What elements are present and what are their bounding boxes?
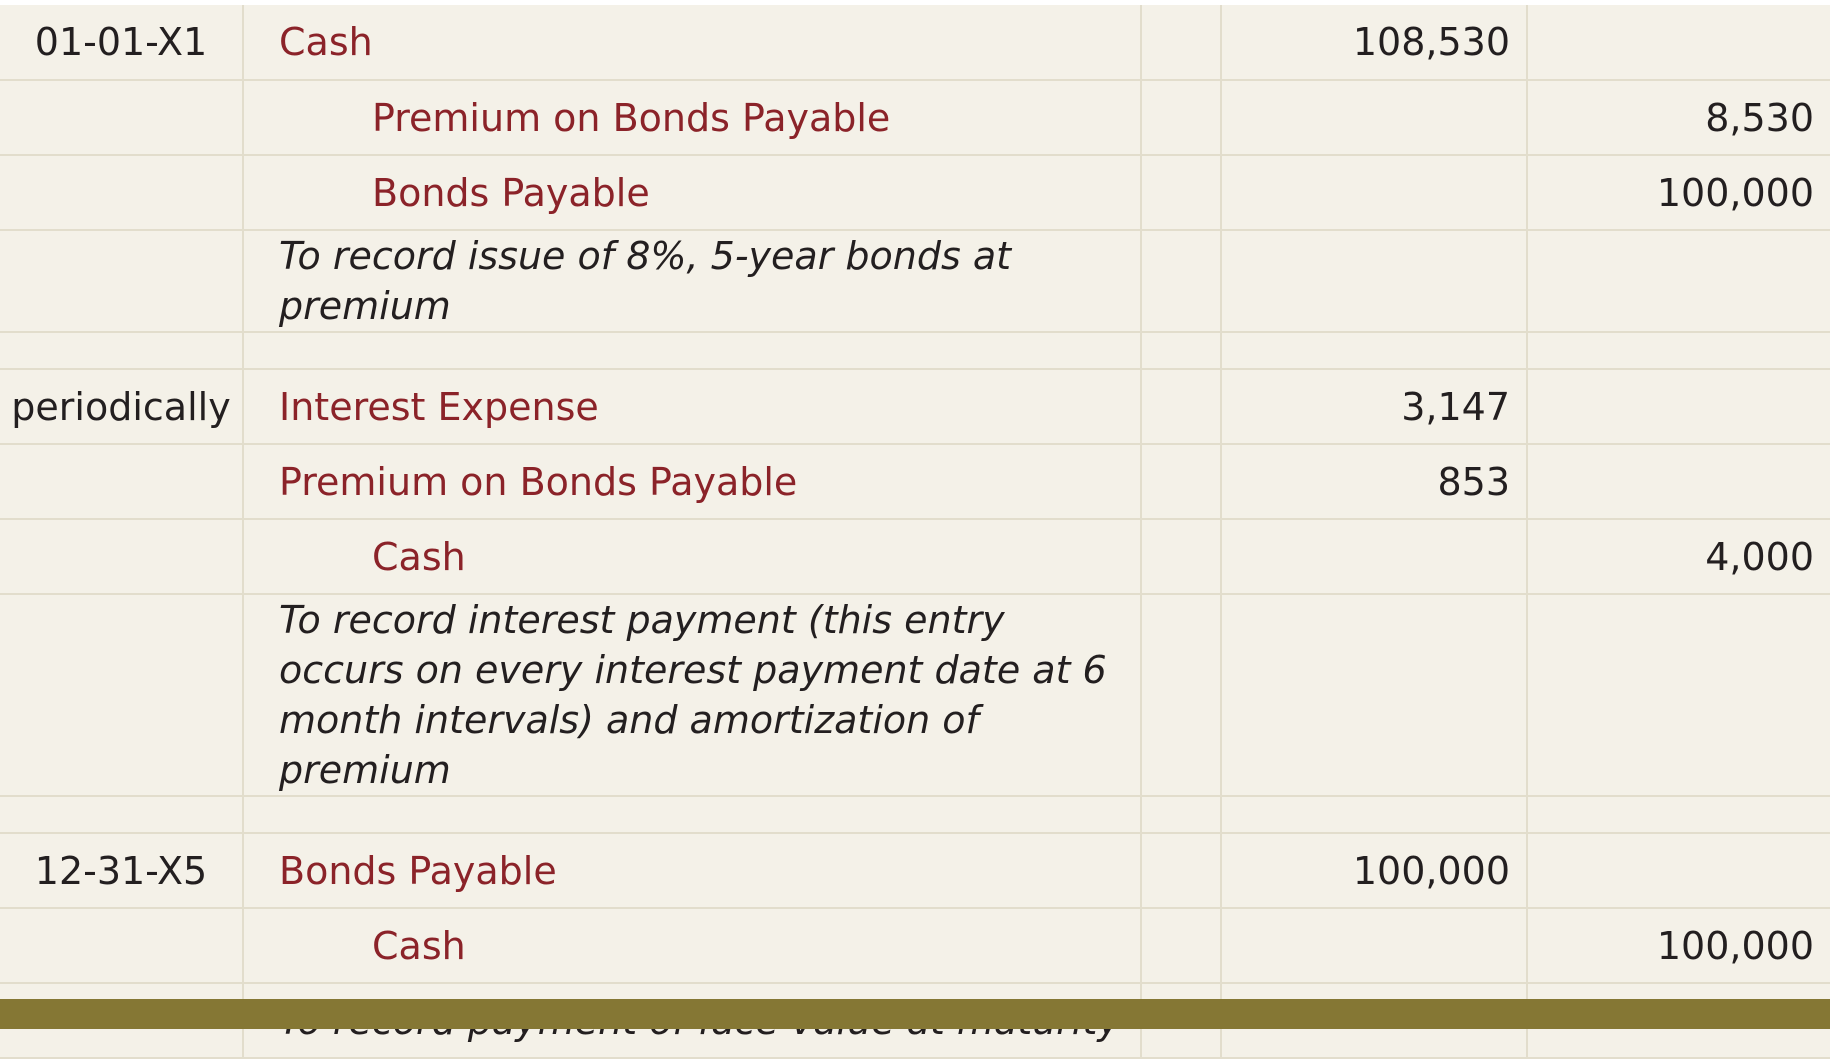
debit-account: Cash: [243, 5, 1141, 80]
debit-account: Interest Expense: [243, 369, 1141, 444]
debit-amount: [1221, 594, 1527, 796]
bottom-accent-bar: [0, 999, 1830, 1029]
ref-cell: [1141, 833, 1221, 908]
journal-row: [0, 369, 1830, 444]
debit-amount: 108,530: [1221, 5, 1527, 80]
credit-amount: [1527, 230, 1830, 332]
credit-account: Cash: [243, 908, 1141, 983]
entry-date: [0, 519, 243, 594]
spacer-cell: [243, 796, 1141, 833]
entry-date: periodically: [0, 369, 243, 444]
spacer-cell: [1527, 796, 1830, 833]
credit-amount: [1527, 369, 1830, 444]
journal-row: [0, 594, 1830, 796]
spacer-cell: [1141, 796, 1221, 833]
ref-cell: [1141, 230, 1221, 332]
entry-date: [0, 80, 243, 155]
entry-date: [0, 155, 243, 230]
credit-amount: 4,000: [1527, 519, 1830, 594]
debit-amount: [1221, 908, 1527, 983]
spacer-cell: [0, 796, 243, 833]
ref-cell: [1141, 369, 1221, 444]
debit-amount: [1221, 155, 1527, 230]
ref-cell: [1141, 5, 1221, 80]
entry-memo: To record issue of 8%, 5-year bonds at premium: [243, 230, 1141, 332]
credit-amount: 8,530: [1527, 80, 1830, 155]
journal-row: [0, 230, 1830, 332]
ref-cell: [1141, 908, 1221, 983]
entry-date: [0, 444, 243, 519]
spacer-cell: [1221, 332, 1527, 369]
entry-date: 12-31-X5: [0, 833, 243, 908]
spacer-cell: [1141, 332, 1221, 369]
spacer-row: [0, 796, 1830, 833]
entry-date: [0, 908, 243, 983]
journal-table: [0, 5, 1830, 1059]
journal-row: [0, 80, 1830, 155]
spacer-cell: [1527, 332, 1830, 369]
spacer-cell: [243, 332, 1141, 369]
credit-amount: 100,000: [1527, 155, 1830, 230]
credit-amount: 100,000: [1527, 908, 1830, 983]
spacer-row: [0, 332, 1830, 369]
debit-amount: [1221, 80, 1527, 155]
entry-memo: To record interest payment (this entry occurs on every interest payment date at 6 month intervals) and amortization of premium: [243, 594, 1141, 796]
journal-row: [0, 519, 1830, 594]
credit-account: Cash: [243, 519, 1141, 594]
credit-account: Bonds Payable: [243, 155, 1141, 230]
credit-amount: [1527, 5, 1830, 80]
debit-amount: [1221, 230, 1527, 332]
debit-account: Bonds Payable: [243, 833, 1141, 908]
debit-amount: 853: [1221, 444, 1527, 519]
entry-date: 01-01-X1: [0, 5, 243, 80]
credit-account: Premium on Bonds Payable: [243, 80, 1141, 155]
debit-amount: 3,147: [1221, 369, 1527, 444]
debit-amount: [1221, 519, 1527, 594]
credit-amount: [1527, 833, 1830, 908]
entry-date: [0, 230, 243, 332]
ref-cell: [1141, 519, 1221, 594]
ref-cell: [1141, 594, 1221, 796]
spacer-cell: [1221, 796, 1527, 833]
journal-row: [0, 833, 1830, 908]
spacer-cell: [0, 332, 243, 369]
journal-row: [0, 908, 1830, 983]
ref-cell: [1141, 444, 1221, 519]
credit-amount: [1527, 444, 1830, 519]
ref-cell: [1141, 80, 1221, 155]
debit-account: Premium on Bonds Payable: [243, 444, 1141, 519]
entry-date: [0, 594, 243, 796]
credit-amount: [1527, 594, 1830, 796]
journal-row: [0, 155, 1830, 230]
journal-row: [0, 444, 1830, 519]
debit-amount: 100,000: [1221, 833, 1527, 908]
journal-row: [0, 5, 1830, 80]
ref-cell: [1141, 155, 1221, 230]
